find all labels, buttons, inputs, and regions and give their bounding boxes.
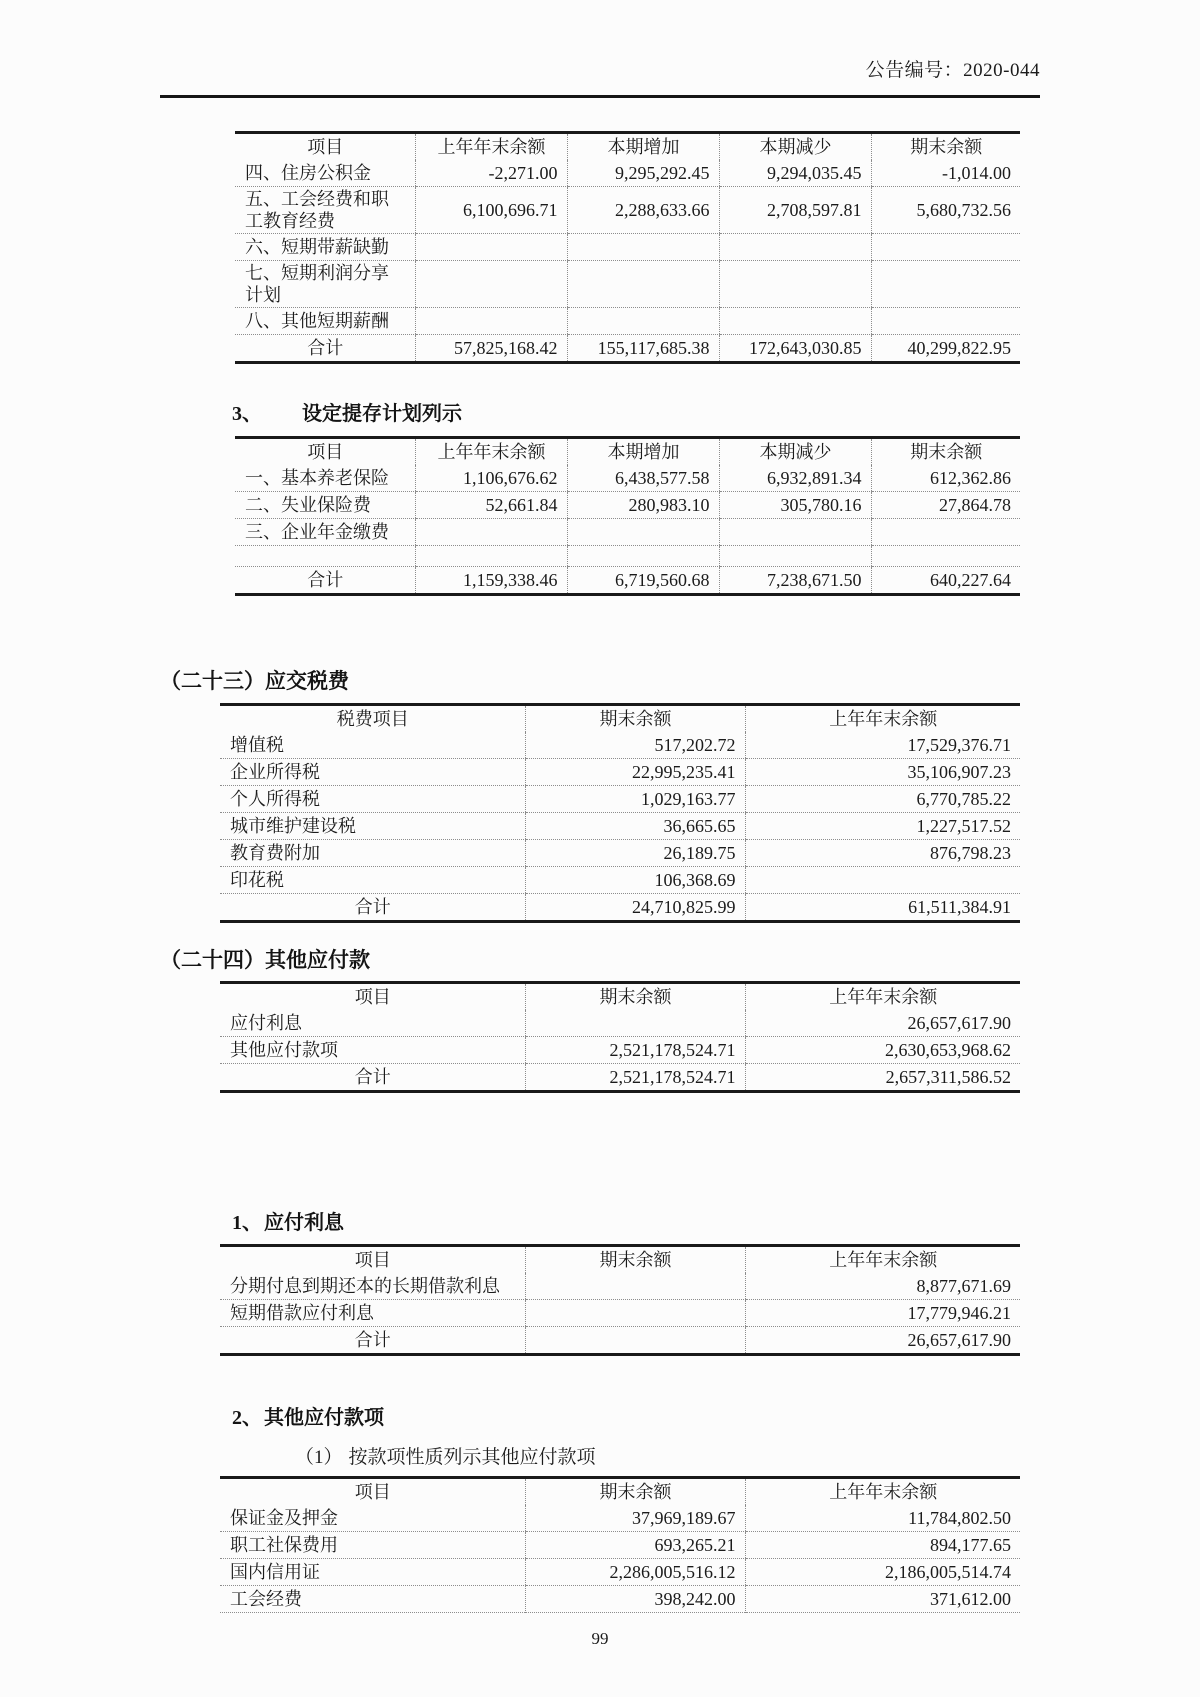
- cell-value: 8,877,671.69: [745, 1273, 1020, 1300]
- column-header: 上年年末余额: [415, 133, 567, 161]
- cell-value: -1,014.00: [871, 160, 1020, 187]
- table-row: [235, 234, 1020, 261]
- column-header: 上年年末余额: [745, 705, 1020, 733]
- section-number: 1、: [232, 1212, 262, 1234]
- cell-value: 7,238,671.50: [719, 567, 871, 595]
- row-label: 企业所得税: [220, 759, 525, 786]
- column-header: 上年年末余额: [745, 1478, 1020, 1506]
- column-header: 项目: [354, 1250, 391, 1270]
- cell-value: 517,202.72: [525, 732, 745, 759]
- cell-value: 11,784,802.50: [745, 1505, 1020, 1532]
- column-header: 本期增加: [567, 438, 719, 466]
- table-header-row: [220, 1478, 1020, 1506]
- row-label: 二、失业保险费: [235, 492, 415, 519]
- column-header: 上年年末余额: [745, 1246, 1020, 1274]
- section-title: 其他应付款项: [264, 1407, 384, 1429]
- section-title: 设定提存计划列示: [302, 403, 462, 425]
- cell-value: 2,521,178,524.71: [525, 1064, 745, 1092]
- cell-value: 17,529,376.71: [745, 732, 1020, 759]
- table-row: [220, 732, 1020, 759]
- row-label: 一、基本养老保险: [235, 465, 415, 492]
- cell-value: 61,511,384.91: [745, 894, 1020, 922]
- row-label: 教育费附加: [220, 840, 525, 867]
- row-label: 六、短期带薪缺勤: [235, 234, 415, 261]
- column-header: 上年年末余额: [745, 983, 1020, 1011]
- cell-value: 2,630,653,968.62: [745, 1037, 1020, 1064]
- cell-value: 9,295,292.45: [567, 160, 719, 187]
- cell-value: 1,029,163.77: [525, 786, 745, 813]
- total-row: [235, 567, 1020, 595]
- cell-value: 35,106,907.23: [745, 759, 1020, 786]
- cell-value: 305,780.16: [719, 492, 871, 519]
- column-header: 税费项目: [336, 709, 409, 729]
- column-header: 期末余额: [525, 983, 745, 1011]
- table-row: [220, 1300, 1020, 1327]
- cell-value: 172,643,030.85: [719, 335, 871, 363]
- page-number: 99: [591, 1629, 609, 1648]
- column-header: 项目: [354, 987, 391, 1007]
- cell-value: [567, 234, 719, 261]
- total-label: 合计: [354, 1330, 391, 1350]
- cell-value: [745, 867, 1020, 894]
- table-row: [235, 160, 1020, 187]
- cell-value: [415, 308, 567, 335]
- cell-value: 398,242.00: [525, 1586, 745, 1613]
- cell-value: [719, 519, 871, 546]
- table-header-row: [220, 983, 1020, 1011]
- table-row: [220, 1010, 1020, 1037]
- cell-value: 640,227.64: [871, 567, 1020, 595]
- section-number: （二十四）: [160, 948, 265, 972]
- cell-value: [719, 234, 871, 261]
- cell-value: -2,271.00: [415, 160, 567, 187]
- column-header: 本期减少: [719, 133, 871, 161]
- cell-value: [415, 519, 567, 546]
- cell-value: 5,680,732.56: [871, 187, 1020, 234]
- cell-value: 26,189.75: [525, 840, 745, 867]
- section-number: （1）: [295, 1447, 343, 1468]
- cell-value: [871, 308, 1020, 335]
- announcement-number: 公告编号：2020-044: [865, 60, 1040, 81]
- subitem-heading-by-nature: [295, 1445, 1040, 1471]
- table-row: [235, 465, 1020, 492]
- cell-value: [871, 261, 1020, 308]
- cell-value: 6,100,696.71: [415, 187, 567, 234]
- total-label: 合计: [354, 1067, 391, 1087]
- table-row: [220, 1532, 1020, 1559]
- cell-value: 1,159,338.46: [415, 567, 567, 595]
- short-term-benefits-table: [235, 131, 1020, 364]
- column-header: 期末余额: [525, 1478, 745, 1506]
- section-number: 2、: [232, 1407, 262, 1429]
- table-row: [220, 813, 1020, 840]
- cell-value: 6,438,577.58: [567, 465, 719, 492]
- column-header: 项目: [307, 137, 344, 157]
- interest-payable-table: [220, 1244, 1020, 1356]
- cell-value: [871, 519, 1020, 546]
- row-label: [235, 546, 415, 567]
- total-label: 合计: [354, 897, 391, 917]
- column-header: 项目: [307, 442, 344, 462]
- other-payables-table: [220, 981, 1020, 1093]
- cell-value: 26,657,617.90: [745, 1327, 1020, 1355]
- total-row: [220, 1064, 1020, 1092]
- row-label: 其他应付款项: [220, 1037, 525, 1064]
- cell-value: [567, 546, 719, 567]
- total-label: 合计: [307, 570, 344, 590]
- row-label: 国内信用证: [220, 1559, 525, 1586]
- cell-value: 371,612.00: [745, 1586, 1020, 1613]
- table-row: [220, 759, 1020, 786]
- column-header: 本期增加: [567, 133, 719, 161]
- cell-value: 17,779,946.21: [745, 1300, 1020, 1327]
- table-row: [235, 519, 1020, 546]
- cell-value: 2,286,005,516.12: [525, 1559, 745, 1586]
- row-label: 分期付息到期还本的长期借款利息: [220, 1273, 525, 1300]
- table-header-row: [220, 1246, 1020, 1274]
- taxes-payable-table: [220, 703, 1020, 923]
- cell-value: 22,995,235.41: [525, 759, 745, 786]
- table-row: [235, 187, 1020, 234]
- cell-value: [567, 519, 719, 546]
- total-row: [220, 1327, 1020, 1355]
- column-header: 期末余额: [871, 133, 1020, 161]
- row-label: 七、短期利润分享计划: [235, 261, 415, 308]
- row-label: 三、企业年金缴费: [235, 519, 415, 546]
- header-rule: [160, 95, 1040, 98]
- cell-value: 6,932,891.34: [719, 465, 871, 492]
- cell-value: 6,719,560.68: [567, 567, 719, 595]
- column-header: 项目: [354, 1482, 391, 1502]
- table-row: [235, 492, 1020, 519]
- cell-value: 57,825,168.42: [415, 335, 567, 363]
- table-row: [220, 840, 1020, 867]
- column-header: 期末余额: [525, 1246, 745, 1274]
- section-number: （二十三）: [160, 669, 265, 693]
- table-row: [220, 867, 1020, 894]
- total-row: [235, 335, 1020, 363]
- cell-value: [871, 234, 1020, 261]
- cell-value: 2,186,005,514.74: [745, 1559, 1020, 1586]
- cell-value: [567, 308, 719, 335]
- cell-value: 2,521,178,524.71: [525, 1037, 745, 1064]
- table-row: [235, 308, 1020, 335]
- table-row: [220, 1037, 1020, 1064]
- cell-value: 37,969,189.67: [525, 1505, 745, 1532]
- cell-value: 106,368.69: [525, 867, 745, 894]
- column-header: 上年年末余额: [415, 438, 567, 466]
- cell-value: [525, 1300, 745, 1327]
- cell-value: 280,983.10: [567, 492, 719, 519]
- table-row: [220, 786, 1020, 813]
- row-label: 城市维护建设税: [220, 813, 525, 840]
- column-header: 本期减少: [719, 438, 871, 466]
- row-label: 短期借款应付利息: [220, 1300, 525, 1327]
- section-title: 应交税费: [265, 669, 349, 693]
- table-header-row: [220, 705, 1020, 733]
- row-label: 个人所得税: [220, 786, 525, 813]
- section-title: 其他应付款: [265, 948, 370, 972]
- section-number: 3、: [232, 403, 262, 425]
- row-label: 五、工会经费和职工教育经费: [235, 187, 415, 234]
- cell-value: [525, 1010, 745, 1037]
- table-row: [220, 1586, 1020, 1613]
- cell-value: 693,265.21: [525, 1532, 745, 1559]
- section-heading-other-payables: [160, 945, 1040, 975]
- row-label: 八、其他短期薪酬: [235, 308, 415, 335]
- row-label: 工会经费: [230, 1589, 302, 1609]
- other-payable-items-table: [220, 1476, 1020, 1613]
- cell-value: 876,798.23: [745, 840, 1020, 867]
- cell-value: 52,661.84: [415, 492, 567, 519]
- total-label: 合计: [307, 338, 344, 358]
- row-label: 职工社保费用: [220, 1532, 525, 1559]
- cell-value: 2,657,311,586.52: [745, 1064, 1020, 1092]
- cell-value: 1,106,676.62: [415, 465, 567, 492]
- cell-value: 26,657,617.90: [745, 1010, 1020, 1037]
- cell-value: [719, 308, 871, 335]
- cell-value: [719, 546, 871, 567]
- row-label: 应付利息: [220, 1010, 525, 1037]
- cell-value: [719, 261, 871, 308]
- table-row: [235, 261, 1020, 308]
- table-header-row: [235, 133, 1020, 161]
- row-label: 印花税: [220, 867, 525, 894]
- section-heading-defined-contribution: [232, 400, 1040, 428]
- cell-value: [415, 261, 567, 308]
- cell-value: 24,710,825.99: [525, 894, 745, 922]
- table-row: [220, 1559, 1020, 1586]
- total-row: [220, 894, 1020, 922]
- section-title: 应付利息: [264, 1212, 344, 1234]
- cell-value: [567, 261, 719, 308]
- column-header: 期末余额: [871, 438, 1020, 466]
- column-header: 期末余额: [525, 705, 745, 733]
- row-label: 增值税: [220, 732, 525, 759]
- table-row: [220, 1273, 1020, 1300]
- cell-value: 1,227,517.52: [745, 813, 1020, 840]
- cell-value: 6,770,785.22: [745, 786, 1020, 813]
- cell-value: 36,665.65: [525, 813, 745, 840]
- table-header-row: [235, 438, 1020, 466]
- cell-value: 894,177.65: [745, 1532, 1020, 1559]
- subsection-heading-interest-payable: [232, 1209, 1040, 1237]
- section-heading-taxes-payable: [160, 666, 1040, 696]
- cell-value: 27,864.78: [871, 492, 1020, 519]
- cell-value: 2,708,597.81: [719, 187, 871, 234]
- cell-value: 2,288,633.66: [567, 187, 719, 234]
- cell-value: 155,117,685.38: [567, 335, 719, 363]
- cell-value: [871, 546, 1020, 567]
- section-title: 按款项性质列示其他应付款项: [348, 1447, 596, 1468]
- cell-value: [525, 1273, 745, 1300]
- row-label: 四、住房公积金: [235, 160, 415, 187]
- cell-value: 612,362.86: [871, 465, 1020, 492]
- defined-contribution-table: [235, 436, 1020, 596]
- table-row: [220, 1505, 1020, 1532]
- cell-value: [415, 546, 567, 567]
- cell-value: 40,299,822.95: [871, 335, 1020, 363]
- cell-value: [525, 1327, 745, 1355]
- subsection-heading-other-payable-items: [232, 1404, 1040, 1432]
- cell-value: [415, 234, 567, 261]
- row-label: 保证金及押金: [220, 1505, 525, 1532]
- empty-row: [235, 546, 1020, 567]
- cell-value: 9,294,035.45: [719, 160, 871, 187]
